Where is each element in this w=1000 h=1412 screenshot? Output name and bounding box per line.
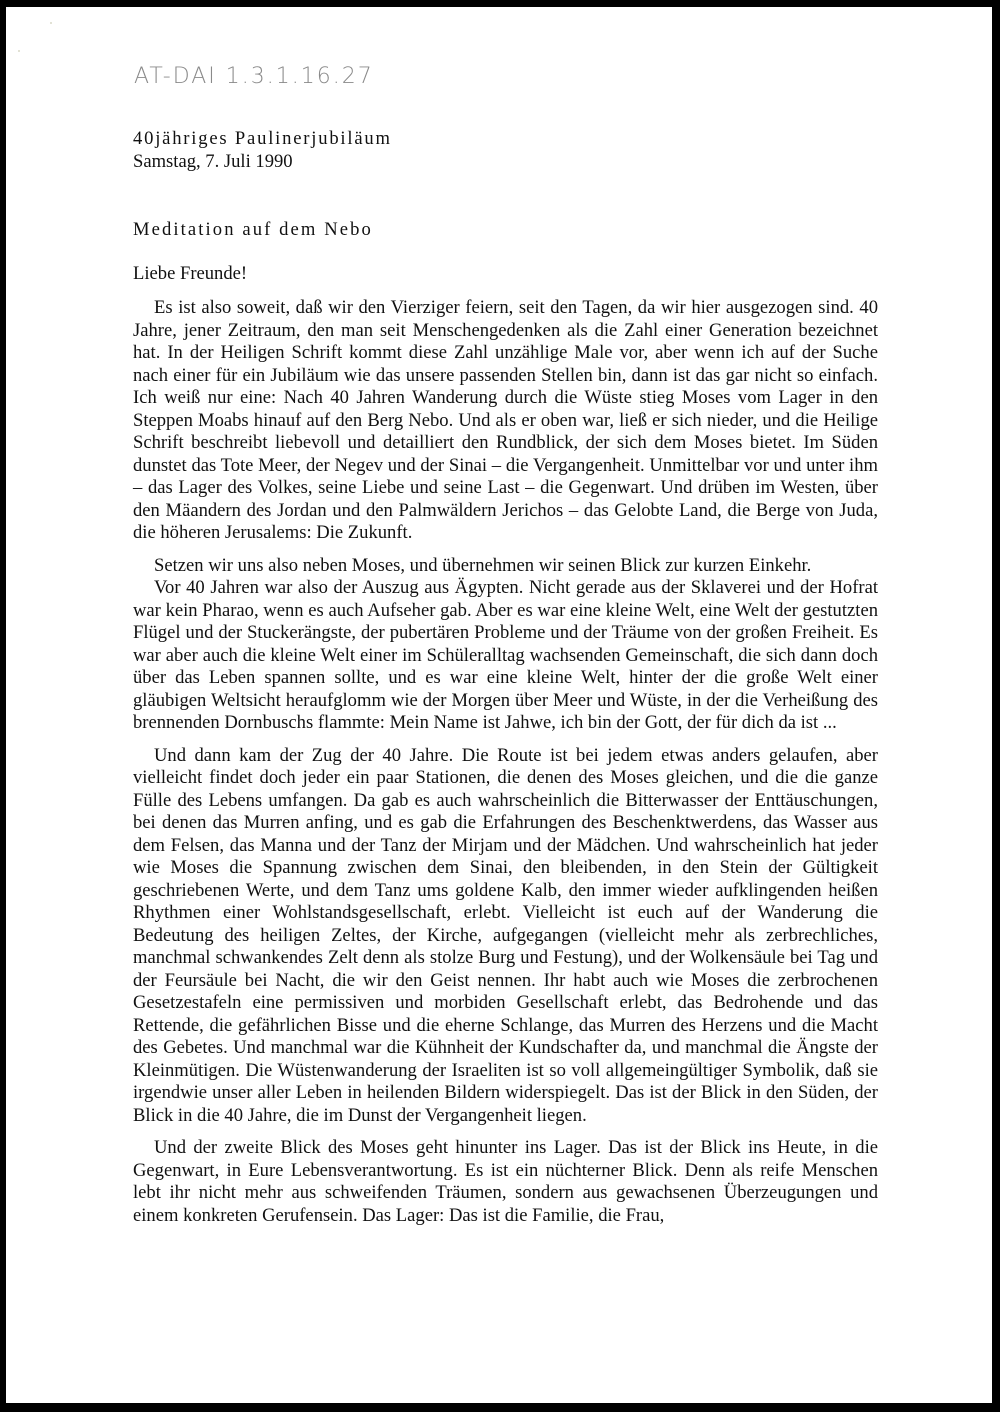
paragraph: Vor 40 Jahren war also der Auszug aus Ägypten. Nicht gerade aus der Sklaverei und der Hofrat war kein Pharao, wenn es auch Aufseher gab. Aber es war eine kleine Welt, eine Welt der gestutzten Flügel und der Stuckerängste, der pubertären Probleme und der Träume von der großen Freiheit. Es war aber auch die kleine Welt einer im Schüleralltag wachsenden Gemeinschaft, die sich dann doch über das Leben spannen sollte, und es war eine kleine Welt, hinter der die große Welt einer gläubigen Weltsicht heraufglomm wie der Morgen über Meer und Wüste, in der die Verheißung des brennenden Dornbuschs flammte: Mein Name ist Jahwe, ich bin der Gott, der für dich da ist ... (133, 577, 878, 733)
event-heading: 40jähriges Paulinerjubiläum (133, 128, 392, 149)
scan-speck (18, 50, 20, 52)
archive-signature: AT-DAI 1.3.1.16.27 (134, 64, 374, 89)
salutation: Liebe Freunde! (133, 263, 248, 284)
paragraph: Es ist also soweit, daß wir den Vierziger feiern, seit den Tagen, da wir hier ausgezogen sind. 40 Jahre, jener Zeitraum, den man seit Menschengedenken als die Zahl einer Generation bezeichnet hat. In der Heiligen Schrift kommt diese Zahl unzählige Male vor, aber wenn ich auf der Suche nach einer für ein Jubiläum wie das unsere passenden Stellen bin, dann ist das gar nicht so einfach. Ich weiß nur eine: Nach 40 Jahren Wanderung durch die Wüste stieg Moses vom Lager in den Steppen Moabs hinauf auf den Berg Nebo. Und als er oben war, ließ er sich nieder, und die Heilige Schrift beschreibt liebevoll und detailliert den Rundblick, der sich dem Moses bietet. Im Süden dunstet das Tote Meer, der Negev und der Sinai – die Vergangenheit. Unmittelbar vor und unter ihm – das Lager des Volkes, seine Liebe und seine Last – die Gegenwart. Und drüben im Westen, über den Mäandern des Jordan und den Palmwäldern Jerichos – das Gelobte Land, die Berge von Juda, die höheren Jerusalems: Die Zukunft. (133, 297, 878, 543)
paragraph: Und der zweite Blick des Moses geht hinunter ins Lager. Das ist der Blick ins Heute, in die Gegenwart, in Eure Lebensverantwortung. Es ist ein nüchterner Blick. Denn als reife Menschen lebt ihr nicht mehr aus schweifenden Träumen, sondern aus gewachsenen Überzeugungen und einem konkreten Gerufensein. Das Lager: Das ist die Familie, die Frau, (133, 1137, 878, 1226)
document-title: Meditation auf dem Nebo (133, 219, 373, 240)
paragraph: Und dann kam der Zug der 40 Jahre. Die Route ist bei jedem etwas anders gelaufen, aber vielleicht findet doch jeder ein paar Stationen, die denen des Moses gleichen, und die die ganze Fülle des Lebens umfangen. Da gab es auch wahrscheinlich die Bitterwasser der Enttäuschungen, bei denen das Murren anfing, und es gab die Erfahrungen des Beschenktwerdens, das Wasser aus dem Felsen, das Manna und der Tanz der Mirjam und der Mädchen. Und wahrscheinlich hat jeder wie Moses die Spannung zwischen dem Sinai, den bleibenden, in den Stein der Gültigkeit geschriebenen Werte, und dem Tanz ums goldene Kalb, den immer wieder aufklingenden heißen Rhythmen einer Wohlstandsgesellschaft, erlebt. Vielleicht ist euch auf der Wanderung die Bedeutung des heiligen Zeltes, der Kirche, aufgegangen (vielleicht mehr als zerbrechliches, manchmal schwankendes Zelt denn als stolze Burg und Festung), und der Wolkensäule bei Tag und der Feursäule bei Nacht, die wir den Geist nennen. Ihr habt auch wie Moses die zerbrochenen Gesetzestafeln eine permissiven und morbiden Gesellschaft erlebt, das Bedrohende und das Rettende, die gefährlichen Bisse und die eherne Schlange, das Murren des Herzens und die Macht des Gebetes. Und manchmal war die Kühnheit der Kundschafter da, und manchmal die Ängste der Kleinmütigen. Die Wüstenwanderung der Israeliten ist so voll allgemeingültiger Symbolik, daß sie irgendwie unser aller Leben in heilenden Bildern widerspiegelt. Das ist der Blick in den Süden, der Blick in die 40 Jahre, die im Dunst der Vergangenheit liegen. (133, 744, 878, 1126)
document-body (133, 297, 878, 1227)
document-page (6, 7, 992, 1403)
event-date: Samstag, 7. Juli 1990 (133, 151, 293, 172)
paragraph: Setzen wir uns also neben Moses, und übernehmen wir seinen Blick zur kurzen Einkehr. (154, 554, 812, 576)
scan-speck (50, 22, 52, 24)
